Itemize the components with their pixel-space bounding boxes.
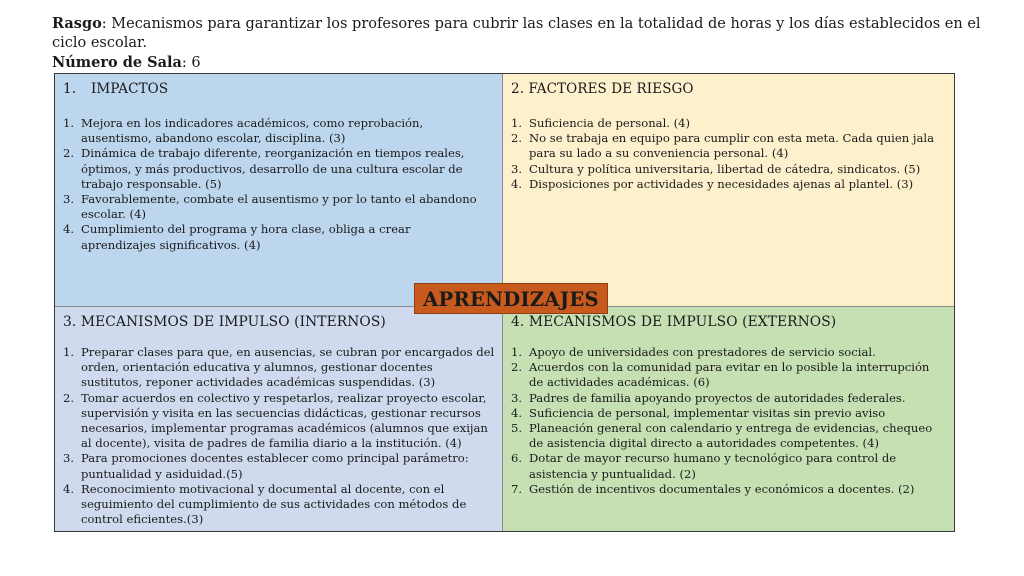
quadrant-riesgo: [503, 74, 954, 307]
list-item-number: 7.: [511, 481, 523, 496]
list-item: [511, 406, 947, 421]
list-item: [511, 177, 947, 192]
header: [52, 14, 982, 73]
list-item-text: Dinámica de trabajo diferente, reorganización en tiempos reales, óptimos, y más productivos, desarrollo de una cultura escolar de trabajo responsable. (5): [81, 146, 465, 191]
list-item-number: 2.: [511, 131, 523, 146]
list-item-number: 4.: [511, 176, 523, 191]
internos-list: [63, 345, 495, 527]
rasgo-text: : Mecanismos para garantizar los profesores para cubrir las clases en la totalidad de horas y los días establecidos en el ciclo escolar.: [52, 16, 981, 51]
list-item-number: 2.: [63, 390, 75, 405]
list-item-text: Tomar acuerdos en colectivo y respetarlos, realizar proyecto escolar, supervisión y visita en las secuencias didácticas, gestionar recursos necesarios, implementar programas académicos (alumnos que exijan al docente), visita de padres de familia diario a la institución. (4): [81, 390, 488, 451]
riesgo-list: [511, 116, 947, 192]
list-item: [511, 162, 947, 177]
list-item: [511, 131, 947, 161]
list-item-number: 3.: [511, 161, 523, 176]
list-item: [63, 222, 487, 252]
impactos-list: [63, 116, 487, 253]
quadrant-title: [63, 81, 168, 98]
list-item-number: 3.: [511, 390, 523, 405]
quadrant-title: 4. MECANISMOS DE IMPULSO (EXTERNOS): [511, 314, 837, 330]
list-item-text: Suficiencia de personal, implementar visitas sin previo aviso: [529, 405, 886, 420]
list-item-text: Favorablemente, combate el ausentismo y por lo tanto el abandono escolar. (4): [81, 192, 477, 222]
list-item-text: Reconocimiento motivacional y documental al docente, con el seguimiento del cumplimiento de sus actividades con métodos de control eficientes.(3): [81, 481, 467, 527]
list-item-text: Mejora en los indicadores académicos, como reprobación, ausentismo, abandono escolar, disciplina. (3): [81, 116, 424, 146]
list-item-text: Padres de familia apoyando proyectos de autoridades federales.: [529, 390, 906, 405]
rasgo-label: Rasgo: [52, 15, 102, 32]
list-item: [511, 360, 947, 390]
sala-text: : 6: [181, 55, 201, 71]
list-item-text: Dotar de mayor recurso humano y tecnológico para control de asistencia y puntualidad. (2): [529, 451, 897, 481]
quadrant-externos: [503, 307, 954, 531]
list-item-text: No se trabaja en equipo para cumplir con esta meta. Cada quien jala para su lado a su conveniencia personal. (4): [529, 131, 935, 161]
list-item-text: Gestión de incentivos documentales y económicos a docentes. (2): [529, 481, 915, 496]
sala-label: Número de Sala: [52, 54, 182, 71]
list-item-text: Apoyo de universidades con prestadores de servicio social.: [529, 345, 876, 359]
list-item-text: Para promociones docentes establecer como principal parámetro: puntualidad y asiduidad.(5): [81, 451, 469, 481]
list-item: [63, 451, 495, 481]
quadrant-impactos: [55, 74, 503, 307]
quadrant-internos: [55, 307, 503, 531]
list-item-text: Suficiencia de personal. (4): [529, 116, 691, 130]
list-item-text: Planeación general con calendario y entrega de evidencias, chequeo de asistencia digital directo a autoridades competentes. (4): [529, 421, 933, 451]
quadrant-title: 2. FACTORES DE RIESGO: [511, 81, 694, 97]
list-item: [63, 345, 495, 391]
list-item: [511, 345, 947, 360]
list-item: [511, 116, 947, 131]
list-item-text: Disposiciones por actividades y necesidades ajenas al plantel. (3): [529, 176, 914, 191]
list-item: [63, 146, 487, 192]
list-item-number: 3.: [63, 192, 75, 207]
list-item-number: 1.: [511, 116, 523, 130]
list-item: [63, 391, 495, 452]
list-item-number: 6.: [511, 451, 523, 466]
quadrant-title: 3. MECANISMOS DE IMPULSO (INTERNOS): [63, 314, 386, 330]
list-item-number: 4.: [511, 405, 523, 420]
list-item: [511, 482, 947, 497]
list-item-number: 4.: [63, 222, 75, 237]
quadrant-number: 1.: [63, 81, 77, 97]
list-item-text: Acuerdos con la comunidad para evitar en lo posible la interrupción de actividades académicas. (6): [529, 360, 930, 390]
list-item-number: 3.: [63, 451, 75, 466]
quadrant-title-text: IMPACTOS: [91, 81, 169, 97]
list-item-number: 2.: [511, 360, 523, 375]
list-item: [63, 116, 487, 146]
list-item: [63, 192, 487, 222]
list-item-number: 1.: [511, 345, 523, 359]
rasgo-line: [52, 14, 982, 53]
list-item-number: 1.: [63, 116, 75, 130]
center-label: APRENDIZAJES: [414, 283, 608, 314]
externos-list: [511, 345, 947, 497]
sala-line: [52, 53, 982, 73]
list-item-text: Preparar clases para que, en ausencias, se cubran por encargados del orden, orientación educativa y alumnos, gestionar docentes sustitutos, reponer actividades académicas suspendidas. (3): [81, 345, 495, 390]
list-item-text: Cultura y política universitaria, libertad de cátedra, sindicatos. (5): [529, 161, 921, 176]
list-item-number: 5.: [511, 421, 523, 436]
list-item: [511, 451, 947, 481]
list-item: [63, 482, 495, 528]
list-item-text: Cumplimiento del programa y hora clase, obliga a crear aprendizajes significativos. (4): [81, 222, 411, 252]
list-item-number: 2.: [63, 146, 75, 161]
list-item: [511, 421, 947, 451]
list-item: [511, 391, 947, 406]
list-item-number: 4.: [63, 481, 75, 496]
list-item-number: 1.: [63, 345, 75, 359]
